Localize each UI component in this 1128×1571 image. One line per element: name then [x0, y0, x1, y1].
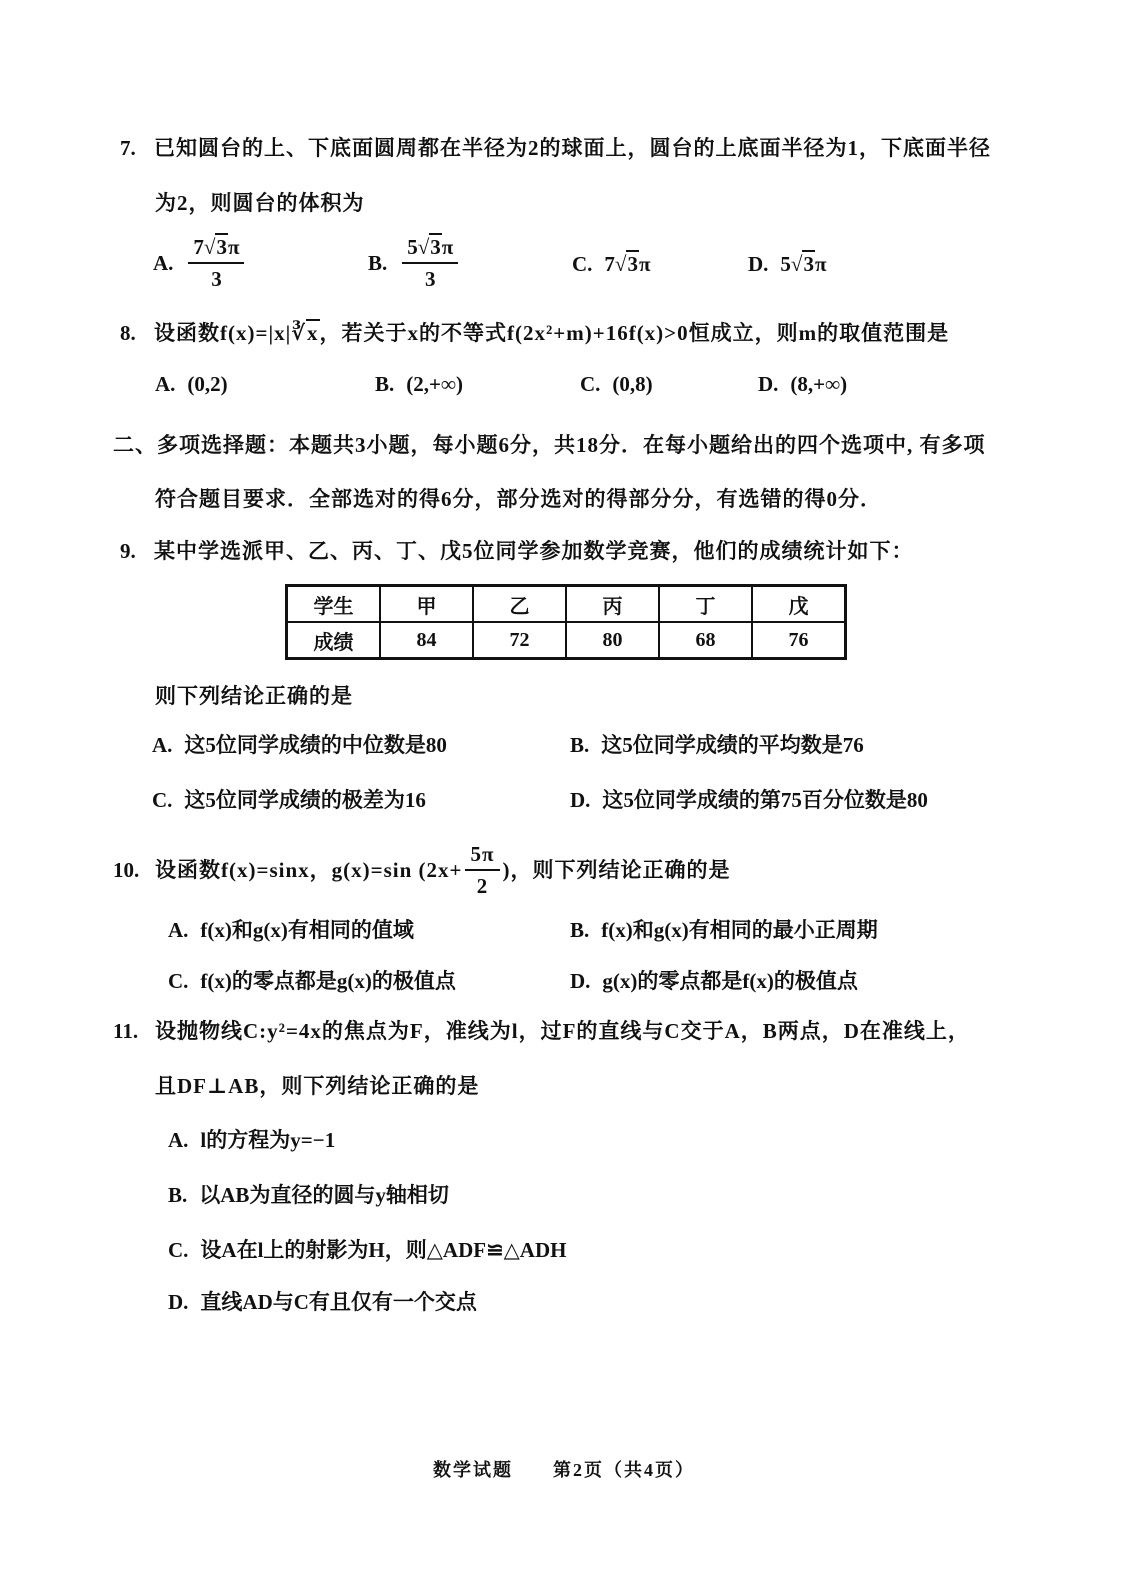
question-7-line-2: 为2，则圆台的体积为: [155, 191, 365, 215]
option-text: 这5位同学成绩的第75百分位数是80: [602, 788, 928, 812]
question-7-option-a: [153, 228, 247, 298]
question-11-line-2: 且DF⊥AB，则下列结论正确的是: [155, 1074, 480, 1098]
option-text: 5√3π: [780, 252, 827, 276]
question-10-text-pre: 设函数f(x)=sinx，g(x)=sin (2x+: [155, 858, 463, 882]
question-8-number: 8.: [120, 321, 136, 345]
table-cell: 68: [659, 622, 752, 659]
fraction-numerator: 5√3π: [407, 235, 454, 259]
option-label: C.: [168, 969, 189, 993]
page-footer: 数学试题 第2页（共4页）: [433, 1460, 695, 1480]
table-cell: 丙: [566, 586, 659, 623]
option-label: D.: [168, 1290, 189, 1314]
fraction-denominator: 3: [402, 262, 458, 292]
fraction: [188, 234, 244, 292]
question-10-option-a: [168, 916, 414, 944]
question-10-line-1: [113, 836, 731, 904]
question-8-option-d: [758, 370, 847, 398]
option-text: 设A在l上的射影为H，则△ADF≌△ADH: [200, 1238, 567, 1262]
option-text: (0,2): [187, 372, 228, 396]
question-7-line-1: [120, 133, 991, 163]
question-11-line-1: [113, 1016, 970, 1046]
option-label: A.: [155, 372, 176, 396]
question-11-text: 设抛物线C:y²=4x的焦点为F，准线为l，过F的直线与C交于A，B两点，D在准线上，: [155, 1019, 970, 1043]
question-7-option-c: [572, 250, 650, 278]
question-9-option-a: [152, 731, 447, 759]
option-text: 这5位同学成绩的平均数是76: [601, 733, 864, 757]
option-text: f(x)的零点都是g(x)的极值点: [200, 969, 456, 993]
table-cell: 学生: [287, 586, 381, 623]
table-header-row: [287, 586, 846, 623]
option-text: (2,+∞): [406, 372, 463, 396]
section-2-header-line-2: 符合题目要求．全部选对的得6分，部分选对的得部分分，有选错的得0分．: [155, 487, 882, 511]
table-cell: 戊: [752, 586, 846, 623]
question-11-option-a: [168, 1126, 335, 1154]
option-label: A.: [152, 733, 173, 757]
question-11-option-b: [168, 1181, 449, 1209]
option-label: C.: [168, 1238, 189, 1262]
question-8-text: 设函数f(x)=|x|∛x，若关于x的不等式f(2x²+m)+16f(x)>0恒成立，则m的取值范围是: [154, 321, 950, 345]
option-label: C.: [580, 372, 601, 396]
option-label: A.: [153, 251, 174, 275]
table-cell: 80: [566, 622, 659, 659]
table-cell: 甲: [380, 586, 473, 623]
table-cell: 72: [473, 622, 566, 659]
option-text: g(x)的零点都是f(x)的极值点: [602, 969, 858, 993]
option-label: D.: [748, 252, 769, 276]
question-11-option-c: [168, 1236, 566, 1264]
question-10-option-b: [570, 916, 878, 944]
question-9-text: 某中学选派甲、乙、丙、丁、戊5位同学参加数学竞赛，他们的成绩统计如下：: [154, 539, 914, 563]
fraction-denominator: 3: [188, 262, 244, 292]
option-text: 以AB为直径的圆与y轴相切: [199, 1183, 449, 1207]
question-11-option-d: [168, 1288, 477, 1316]
question-8-option-c: [580, 370, 653, 398]
option-text: 这5位同学成绩的极差为16: [184, 788, 426, 812]
option-label: B.: [168, 1183, 188, 1207]
question-8-option-a: [155, 370, 228, 398]
option-text: 直线AD与C有且仅有一个交点: [200, 1290, 477, 1314]
fraction-denominator: 2: [465, 869, 499, 899]
question-7-text: 已知圆台的上、下底面圆周都在半径为2的球面上，圆台的上底面半径为1，下底面半径: [154, 136, 991, 160]
option-text: 这5位同学成绩的中位数是80: [184, 733, 447, 757]
question-7-option-d: [748, 250, 826, 278]
option-text: 7√3π: [604, 252, 651, 276]
question-10-option-d: [570, 967, 858, 995]
option-label: C.: [572, 252, 593, 276]
option-label: B.: [368, 251, 388, 275]
question-9-conclusion: 则下列结论正确的是: [155, 684, 353, 708]
question-8-option-b: [375, 370, 463, 398]
question-10-number: 10.: [113, 858, 140, 882]
fraction: [465, 841, 499, 899]
question-9-option-b: [570, 731, 864, 759]
option-label: D.: [570, 969, 591, 993]
fraction: [402, 234, 458, 292]
option-label: D.: [758, 372, 779, 396]
table-cell: 乙: [473, 586, 566, 623]
option-label: A.: [168, 1128, 189, 1152]
score-table: [285, 584, 847, 660]
option-label: C.: [152, 788, 173, 812]
table-score-row: [287, 622, 846, 659]
question-9-option-d: [570, 786, 928, 814]
question-7-number: 7.: [120, 136, 136, 160]
fraction-numerator: 5π: [470, 842, 495, 866]
section-2-header-line-1: 二、多项选择题：本题共3小题，每小题6分，共18分．在每小题给出的四个选项中, 有多项: [113, 433, 986, 457]
table-cell: 84: [380, 622, 473, 659]
option-text: l的方程为y=−1: [200, 1128, 336, 1152]
question-9-option-c: [152, 786, 426, 814]
question-10-text-post: )，则下列结论正确的是: [502, 858, 731, 882]
fraction-numerator: 7√3π: [193, 235, 240, 259]
question-10-option-c: [168, 967, 456, 995]
table-cell: 76: [752, 622, 846, 659]
option-label: B.: [570, 918, 590, 942]
question-9-number: 9.: [120, 539, 136, 563]
question-9-line-1: [120, 536, 914, 566]
option-text: f(x)和g(x)有相同的值域: [200, 918, 414, 942]
table-cell: 成绩: [287, 622, 381, 659]
option-text: (0,8): [612, 372, 653, 396]
option-label: B.: [570, 733, 590, 757]
option-label: D.: [570, 788, 591, 812]
option-text: f(x)和g(x)有相同的最小正周期: [601, 918, 878, 942]
question-7-option-b: [368, 228, 461, 298]
option-label: A.: [168, 918, 189, 942]
table-cell: 丁: [659, 586, 752, 623]
option-text: (8,+∞): [790, 372, 848, 396]
question-8-line-1: [120, 318, 949, 348]
option-label: B.: [375, 372, 395, 396]
question-11-number: 11.: [113, 1019, 139, 1043]
